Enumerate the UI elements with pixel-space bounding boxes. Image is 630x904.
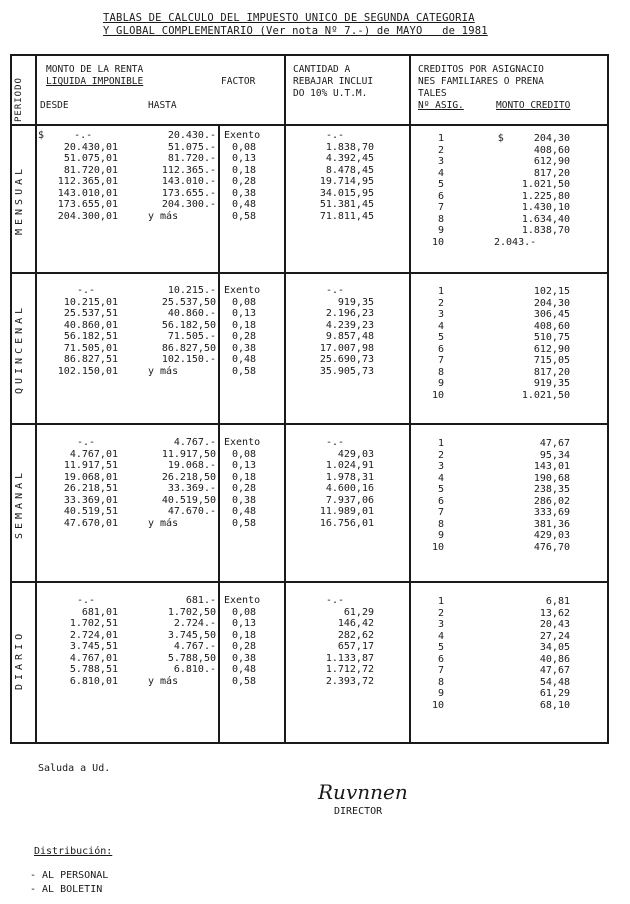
desde-column bbox=[38, 595, 118, 687]
hasta-cell: 26.218,50 bbox=[161, 471, 216, 483]
desde-header: DESDE bbox=[40, 100, 69, 111]
asig-cell: 6 bbox=[437, 495, 444, 507]
col-divider-creditos bbox=[409, 54, 411, 744]
hasta-cell: 10.215.- bbox=[167, 285, 216, 296]
hasta-cell: 40.860.- bbox=[167, 308, 216, 319]
hasta-column bbox=[140, 437, 216, 529]
cantidad-cell: 51.381,45 bbox=[319, 199, 374, 210]
factor-cell: 0,18 bbox=[232, 164, 257, 176]
asig-cell: 9 bbox=[437, 225, 444, 236]
factor-cell: 0,08 bbox=[232, 296, 257, 308]
factor-cell: 0,28 bbox=[232, 483, 257, 494]
cantidad-cell: 1.024,91 bbox=[325, 460, 374, 471]
hasta-cell: 20.430.- bbox=[167, 130, 216, 141]
cantidad-column bbox=[296, 595, 374, 687]
asig-column bbox=[420, 286, 444, 401]
desde-cell: 40.519,51 bbox=[63, 506, 118, 517]
credito-cell: 817,20 bbox=[533, 167, 570, 179]
period-label: MENSUAL bbox=[14, 164, 25, 236]
cantidad-cell: 1.712,72 bbox=[325, 664, 374, 675]
hasta-cell: y más bbox=[148, 210, 179, 222]
asig-cell: 4 bbox=[437, 167, 444, 179]
asig-cell: 5 bbox=[437, 179, 444, 190]
cantidad-cell: 4.392,45 bbox=[325, 153, 374, 164]
asig-cell: 7 bbox=[437, 665, 444, 676]
desde-cell: 112.365,01 bbox=[57, 176, 118, 187]
factor-cell: 0,13 bbox=[232, 308, 257, 319]
credito-cell: 1.021,50 bbox=[521, 389, 570, 401]
cantidad-cell: 657,17 bbox=[337, 641, 374, 652]
hasta-cell: y más bbox=[148, 517, 179, 529]
factor-cell: 0,18 bbox=[232, 471, 257, 483]
factor-cell: Exento bbox=[224, 437, 261, 448]
cantidad-cell: 8.478,45 bbox=[325, 164, 374, 176]
hasta-cell: y más bbox=[148, 675, 179, 687]
period-label: SEMANAL bbox=[14, 468, 25, 540]
factor-cell: 0,48 bbox=[232, 354, 257, 365]
factor-cell: 0,48 bbox=[232, 199, 257, 210]
credito-cell: 6,81 bbox=[545, 596, 570, 607]
asig-cell: 3 bbox=[437, 619, 444, 630]
periodo-header: PERIODO bbox=[14, 77, 24, 122]
saluda-text: Saluda a Ud. bbox=[38, 763, 111, 774]
credito-cell: 408,60 bbox=[533, 320, 570, 332]
cantidad-column bbox=[296, 285, 374, 377]
cantidad-header-line2: REBAJAR INCLUI bbox=[293, 76, 374, 87]
cantidad-cell: 1.838,70 bbox=[325, 141, 374, 153]
hasta-header: HASTA bbox=[148, 100, 177, 111]
asig-cell: 2 bbox=[437, 449, 444, 461]
desde-cell: 51.075,01 bbox=[63, 153, 118, 164]
credito-cell: 54,48 bbox=[539, 676, 570, 688]
factor-cell: 0,13 bbox=[232, 460, 257, 471]
document-title-line2: Y GLOBAL COMPLEMENTARIO (Ver nota Nº 7.-) de MAYO de 1981 bbox=[103, 25, 488, 37]
cantidad-cell: 34.015,95 bbox=[319, 187, 374, 199]
cantidad-cell: -.- bbox=[325, 285, 345, 296]
desde-cell: -.- bbox=[76, 437, 96, 448]
credito-cell: 381,36 bbox=[533, 518, 570, 530]
row-divider-2 bbox=[10, 423, 608, 425]
hasta-cell: 5.788,50 bbox=[167, 652, 216, 664]
col-divider-periodo bbox=[35, 54, 37, 744]
asig-cell: 8 bbox=[437, 213, 444, 225]
hasta-cell: 86.827,50 bbox=[161, 342, 216, 354]
credito-cell: $ 204,30 bbox=[497, 133, 570, 144]
hasta-column bbox=[140, 595, 216, 687]
asig-cell: 6 bbox=[437, 190, 444, 202]
credito-cell: 1.021,50 bbox=[521, 179, 570, 190]
credito-column bbox=[474, 596, 570, 711]
credito-cell: 61,29 bbox=[539, 688, 570, 699]
hasta-cell: 81.720.- bbox=[167, 153, 216, 164]
credito-cell: 102,15 bbox=[533, 286, 570, 297]
cantidad-cell: 146,42 bbox=[337, 618, 374, 629]
desde-cell: 81.720,01 bbox=[63, 164, 118, 176]
cantidad-cell: 2.393,72 bbox=[325, 675, 374, 687]
desde-cell: 71.505,01 bbox=[63, 342, 118, 354]
asig-cell: 2 bbox=[437, 607, 444, 619]
asig-cell: 7 bbox=[437, 202, 444, 213]
asig-cell: 9 bbox=[437, 378, 444, 389]
credito-cell: 95,34 bbox=[539, 449, 570, 461]
director-signature: Ruvnnen bbox=[318, 780, 408, 804]
hasta-cell: 11.917,50 bbox=[161, 448, 216, 460]
table-left-border bbox=[10, 54, 12, 744]
cantidad-cell: -.- bbox=[325, 595, 345, 606]
credito-cell: 40,86 bbox=[539, 653, 570, 665]
asig-cell: 4 bbox=[437, 320, 444, 332]
asig-cell: 10 bbox=[431, 389, 444, 401]
asig-cell: 7 bbox=[437, 507, 444, 518]
factor-cell: 0,28 bbox=[232, 641, 257, 652]
hasta-cell: 47.670.- bbox=[167, 506, 216, 517]
desde-column bbox=[38, 285, 118, 377]
hasta-cell: 51.075.- bbox=[167, 141, 216, 153]
desde-cell: 11.917,51 bbox=[63, 460, 118, 471]
hasta-cell: 40.519,50 bbox=[161, 494, 216, 506]
asig-cell: 8 bbox=[437, 366, 444, 378]
factor-cell: 0,48 bbox=[232, 506, 257, 517]
desde-cell: 25.537,51 bbox=[63, 308, 118, 319]
asig-cell: 3 bbox=[437, 461, 444, 472]
asig-cell: 9 bbox=[437, 688, 444, 699]
cantidad-column bbox=[296, 437, 374, 529]
cantidad-cell: 282,62 bbox=[337, 629, 374, 641]
dist-item: - AL PERSONAL bbox=[30, 870, 109, 881]
desde-cell: 2.724,01 bbox=[69, 629, 118, 641]
desde-cell: 204.300,01 bbox=[57, 210, 118, 222]
asig-cell: 1 bbox=[437, 133, 444, 144]
asig-cell: 9 bbox=[437, 530, 444, 541]
hasta-cell: 4.767.- bbox=[173, 437, 216, 448]
asig-cell: 3 bbox=[437, 309, 444, 320]
hasta-cell: 204.300.- bbox=[161, 199, 216, 210]
desde-cell: 26.218,51 bbox=[63, 483, 118, 494]
factor-cell: 0,38 bbox=[232, 652, 257, 664]
desde-column bbox=[38, 437, 118, 529]
desde-cell: 86.827,51 bbox=[63, 354, 118, 365]
cantidad-cell: 2.196,23 bbox=[325, 308, 374, 319]
factor-column bbox=[224, 437, 278, 529]
credito-cell: 1.225,80 bbox=[521, 190, 570, 202]
credito-cell: 238,35 bbox=[533, 484, 570, 495]
monto-header-line2: LIQUIDA IMPONIBLE bbox=[46, 76, 144, 87]
credito-cell: 429,03 bbox=[533, 530, 570, 541]
dist-item: - AL BOLETIN bbox=[30, 884, 103, 895]
monto-header-line1: MONTO DE LA RENTA bbox=[46, 64, 144, 75]
cantidad-cell: 9.857,48 bbox=[325, 331, 374, 342]
hasta-cell: 4.767.- bbox=[173, 641, 216, 652]
hasta-cell: 71.505.- bbox=[167, 331, 216, 342]
factor-cell: 0,58 bbox=[232, 517, 257, 529]
credito-cell: 68,10 bbox=[539, 699, 570, 711]
credito-cell: 612,90 bbox=[533, 343, 570, 355]
hasta-cell: 681.- bbox=[185, 595, 216, 606]
cantidad-cell: 1.133,87 bbox=[325, 652, 374, 664]
factor-cell: 0,38 bbox=[232, 187, 257, 199]
credito-cell: 476,70 bbox=[533, 541, 570, 553]
credito-cell: 510,75 bbox=[533, 332, 570, 343]
desde-cell: 5.788,51 bbox=[69, 664, 118, 675]
factor-column bbox=[224, 285, 278, 377]
hasta-cell: 112.365.- bbox=[161, 164, 216, 176]
monto-credito-header: MONTO CREDITO bbox=[496, 100, 571, 111]
cantidad-cell: 4.600,16 bbox=[325, 483, 374, 494]
credito-cell: 27,24 bbox=[539, 630, 570, 642]
n-asig-header: Nº ASIG. bbox=[418, 100, 464, 111]
factor-cell: 0,13 bbox=[232, 153, 257, 164]
asig-cell: 5 bbox=[437, 484, 444, 495]
asig-cell: 4 bbox=[437, 472, 444, 484]
factor-cell: 0,08 bbox=[232, 606, 257, 618]
factor-cell: 0,18 bbox=[232, 629, 257, 641]
desde-cell: 40.860,01 bbox=[63, 319, 118, 331]
asig-cell: 6 bbox=[437, 343, 444, 355]
credito-cell: 204,30 bbox=[533, 297, 570, 309]
desde-cell: 143.010,01 bbox=[57, 187, 118, 199]
table-top-border bbox=[10, 54, 608, 56]
credito-cell: 20,43 bbox=[539, 619, 570, 630]
factor-cell: 0,08 bbox=[232, 141, 257, 153]
hasta-cell: y más bbox=[148, 365, 179, 377]
credito-cell: 333,69 bbox=[533, 507, 570, 518]
credito-cell: 143,01 bbox=[533, 461, 570, 472]
hasta-cell: 56.182,50 bbox=[161, 319, 216, 331]
credito-cell: 286,02 bbox=[533, 495, 570, 507]
hasta-cell: 102.150.- bbox=[161, 354, 216, 365]
credito-column bbox=[474, 438, 570, 553]
cantidad-cell: 19.714,95 bbox=[319, 176, 374, 187]
factor-cell: 0,13 bbox=[232, 618, 257, 629]
factor-column bbox=[224, 130, 278, 222]
credito-cell: 1.634,40 bbox=[521, 213, 570, 225]
creditos-header-line3: TALES bbox=[418, 88, 447, 99]
cantidad-cell: 61,29 bbox=[343, 606, 374, 618]
cantidad-cell: 16.756,01 bbox=[319, 517, 374, 529]
asig-column bbox=[420, 133, 444, 248]
credito-cell: 47,67 bbox=[539, 665, 570, 676]
asig-cell: 10 bbox=[431, 236, 444, 248]
factor-cell: 0,18 bbox=[232, 319, 257, 331]
desde-cell: 1.702,51 bbox=[69, 618, 118, 629]
desde-cell: 681,01 bbox=[81, 606, 118, 618]
table-bottom-border bbox=[10, 742, 608, 744]
factor-cell: 0,28 bbox=[232, 176, 257, 187]
factor-cell: Exento bbox=[224, 595, 261, 606]
desde-cell: 3.745,51 bbox=[69, 641, 118, 652]
asig-cell: 6 bbox=[437, 653, 444, 665]
credito-cell: 306,45 bbox=[533, 309, 570, 320]
creditos-header-line2: NES FAMILIARES O PRENA bbox=[418, 76, 544, 87]
asig-cell: 1 bbox=[437, 286, 444, 297]
desde-cell: $ -.- bbox=[38, 130, 93, 141]
asig-cell: 1 bbox=[437, 438, 444, 449]
factor-cell: 0,58 bbox=[232, 675, 257, 687]
desde-cell: -.- bbox=[76, 595, 96, 606]
desde-cell: 4.767,01 bbox=[69, 652, 118, 664]
cantidad-cell: 25.690,73 bbox=[319, 354, 374, 365]
hasta-cell: 173.655.- bbox=[161, 187, 216, 199]
hasta-cell: 25.537,50 bbox=[161, 296, 216, 308]
credito-column bbox=[474, 133, 570, 248]
asig-column bbox=[420, 438, 444, 553]
factor-cell: Exento bbox=[224, 130, 261, 141]
cantidad-cell: 1.978,31 bbox=[325, 471, 374, 483]
period-label: QUINCENAL bbox=[14, 303, 25, 395]
cantidad-cell: 11.989,01 bbox=[319, 506, 374, 517]
desde-cell: 4.767,01 bbox=[69, 448, 118, 460]
cantidad-cell: -.- bbox=[325, 130, 345, 141]
factor-cell: 0,58 bbox=[232, 365, 257, 377]
factor-cell: 0,08 bbox=[232, 448, 257, 460]
asig-column bbox=[420, 596, 444, 711]
distribucion-label: Distribución: bbox=[34, 846, 113, 857]
cantidad-cell: 919,35 bbox=[337, 296, 374, 308]
director-label: DIRECTOR bbox=[334, 806, 383, 817]
asig-cell: 1 bbox=[437, 596, 444, 607]
factor-cell: 0,58 bbox=[232, 210, 257, 222]
col-divider-factor-right bbox=[284, 54, 286, 744]
credito-cell: 612,90 bbox=[533, 156, 570, 167]
col-divider-factor-left bbox=[218, 124, 220, 744]
cantidad-header-line3: DO 10% U.T.M. bbox=[293, 88, 368, 99]
cantidad-cell: 429,03 bbox=[337, 448, 374, 460]
hasta-cell: 2.724.- bbox=[173, 618, 216, 629]
period-label: DIARIO bbox=[14, 629, 25, 691]
factor-column bbox=[224, 595, 278, 687]
asig-cell: 5 bbox=[437, 332, 444, 343]
credito-cell: 13,62 bbox=[539, 607, 570, 619]
cantidad-cell: -.- bbox=[325, 437, 345, 448]
hasta-cell: 143.010.- bbox=[161, 176, 216, 187]
desde-cell: -.- bbox=[76, 285, 96, 296]
desde-cell: 173.655,01 bbox=[57, 199, 118, 210]
desde-cell: 10.215,01 bbox=[63, 296, 118, 308]
hasta-column bbox=[140, 285, 216, 377]
hasta-cell: 6.810.- bbox=[173, 664, 216, 675]
credito-cell: 408,60 bbox=[533, 144, 570, 156]
credito-cell: 1.430,10 bbox=[521, 202, 570, 213]
asig-cell: 10 bbox=[431, 699, 444, 711]
credito-cell: 2.043.- bbox=[494, 236, 537, 248]
row-divider-3 bbox=[10, 581, 608, 583]
row-divider-1 bbox=[10, 272, 608, 274]
hasta-column bbox=[140, 130, 216, 222]
header-bottom-border bbox=[10, 124, 608, 126]
desde-column bbox=[38, 130, 118, 222]
credito-cell: 190,68 bbox=[533, 472, 570, 484]
asig-cell: 4 bbox=[437, 630, 444, 642]
asig-cell: 8 bbox=[437, 676, 444, 688]
desde-cell: 19.068,01 bbox=[63, 471, 118, 483]
hasta-cell: 19.068.- bbox=[167, 460, 216, 471]
asig-cell: 7 bbox=[437, 355, 444, 366]
factor-cell: 0,38 bbox=[232, 342, 257, 354]
factor-header: FACTOR bbox=[221, 76, 256, 87]
credito-cell: 715,05 bbox=[533, 355, 570, 366]
factor-cell: Exento bbox=[224, 285, 261, 296]
cantidad-column bbox=[296, 130, 374, 222]
hasta-cell: 1.702,50 bbox=[167, 606, 216, 618]
asig-cell: 2 bbox=[437, 297, 444, 309]
credito-cell: 34,05 bbox=[539, 642, 570, 653]
cantidad-cell: 35.905,73 bbox=[319, 365, 374, 377]
asig-cell: 8 bbox=[437, 518, 444, 530]
asig-cell: 3 bbox=[437, 156, 444, 167]
credito-cell: 919,35 bbox=[533, 378, 570, 389]
factor-cell: 0,28 bbox=[232, 331, 257, 342]
desde-cell: 33.369,01 bbox=[63, 494, 118, 506]
creditos-header-line1: CREDITOS POR ASIGNACIO bbox=[418, 64, 544, 75]
credito-column bbox=[474, 286, 570, 401]
cantidad-cell: 71.811,45 bbox=[319, 210, 374, 222]
desde-cell: 47.670,01 bbox=[63, 517, 118, 529]
cantidad-cell: 7.937,06 bbox=[325, 494, 374, 506]
hasta-cell: 3.745,50 bbox=[167, 629, 216, 641]
asig-cell: 2 bbox=[437, 144, 444, 156]
desde-cell: 56.182,51 bbox=[63, 331, 118, 342]
cantidad-cell: 4.239,23 bbox=[325, 319, 374, 331]
factor-cell: 0,48 bbox=[232, 664, 257, 675]
table-right-border bbox=[607, 54, 609, 744]
desde-cell: 20.430,01 bbox=[63, 141, 118, 153]
document-title-line1: TABLAS DE CALCULO DEL IMPUESTO UNICO DE SEGUNDA CATEGORIA bbox=[103, 12, 475, 24]
cantidad-header-line1: CANTIDAD A bbox=[293, 64, 351, 75]
asig-cell: 5 bbox=[437, 642, 444, 653]
credito-cell: 1.838,70 bbox=[521, 225, 570, 236]
credito-cell: 817,20 bbox=[533, 366, 570, 378]
desde-cell: 102.150,01 bbox=[57, 365, 118, 377]
desde-cell: 6.810,01 bbox=[69, 675, 118, 687]
cantidad-cell: 17.007,98 bbox=[319, 342, 374, 354]
factor-cell: 0,38 bbox=[232, 494, 257, 506]
credito-cell: 47,67 bbox=[539, 438, 570, 449]
asig-cell: 10 bbox=[431, 541, 444, 553]
hasta-cell: 33.369.- bbox=[167, 483, 216, 494]
